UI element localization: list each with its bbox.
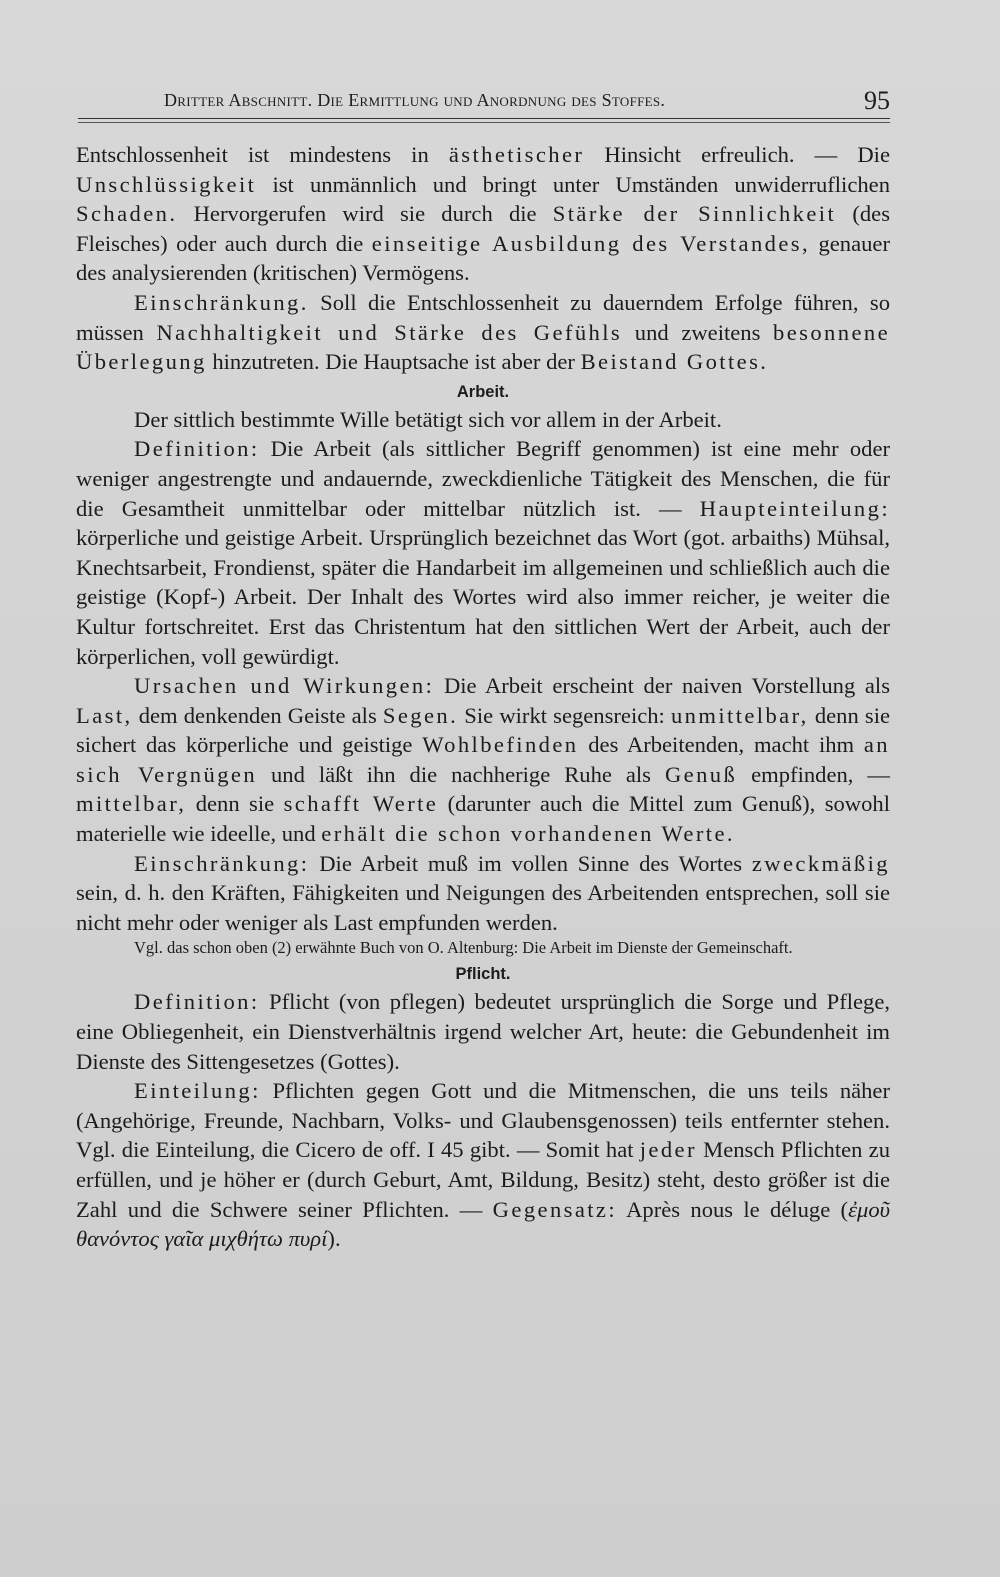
paragraph-arbeit-definition: Definition: Die Arbeit (als sittlicher Begriff genommen) ist eine mehr oder weniger angestrengte und andauernde, zweckdienliche Tätigkeit des Menschen, die für die Gesamtheit unmittelbar oder mittelbar nützlich ist. — Haupteinteilung: körperliche und geistige Arbeit. Ursprünglich bezeichnet das Wort (got. arbaiths) Mühsal, Knechtsarbeit, Frondienst, später die Handarbeit im allgemeinen und schließlich auch die geistige (Kopf-) Arbeit. Der Inhalt des Wortes wird also immer reicher, je weiter die Kultur fortschreitet. Erst das Christentum hat den sittlichen Wert der Arbeit, auch der körperlichen, voll gewürdigt. xyxy=(76,436,890,669)
page-body xyxy=(76,140,890,1254)
paragraph-einschraenkung-2: Einschränkung: Die Arbeit muß im vollen Sinne des Wortes zweckmäßig sein, d. h. den Kräften, Fähigkeiten und Neigungen des Arbeitenden entsprechen, soll sie nicht mehr oder weniger als Last empfunden werden. xyxy=(76,850,890,935)
paragraph-pflicht-einteilung: Einteilung: Pflichten gegen Gott und die Mitmenschen, die uns teils näher (Angehörige, Freunde, Nachbarn, Volks- und Glaubensgenossen) teils entfernter stehen. Vgl. die Einteilung, die Cicero de off. I 45 gibt. — Somit hat jeder Mensch Pflichten zu erfüllen, und je höher er (durch Geburt, Amt, Bildung, Besitz) steht, desto größer ist die Zahl und die Schwere seiner Pflichten. — Gegensatz: Après nous le déluge (ἐμοῦ θανόντος γαῖα μιχθήτω πυρί). xyxy=(76,1078,891,1252)
page-header xyxy=(78,84,890,124)
page-number: 95 xyxy=(864,86,890,115)
paragraph-entschlossenheit: Entschlossenheit ist mindestens in ästhetischer Hinsicht erfreulich. — Die Unschlüssigkeit ist unmännlich und bringt unter Umständen unwiderruflichen Schaden. Hervorgerufen wird sie durch die Stärke der Sinnlichkeit (des Fleisches) oder auch durch die einseitige Ausbildung des Verstandes, genauer des analysierenden (kritischen) Vermögens. xyxy=(76,142,891,286)
paragraph-ursachen-wirkungen: Ursachen und Wirkungen: Die Arbeit erscheint der naiven Vorstellung als Last, dem denkenden Geiste als Segen. Sie wirkt segensreich: unmittelbar, denn sie sichert das körperliche und geistige Wohlbefinden des Arbeitenden, macht ihm an sich Vergnügen und läßt ihn die nachherige Ruhe als Genuß empfinden, — mittelbar, denn sie schafft Werte (darunter auch die Mittel zum Genuß), sowohl materielle wie ideelle, und erhält die schon vorhandenen Werte. xyxy=(76,673,890,847)
paragraph-einschraenkung-1: Einschränkung. Soll die Entschlossenheit zu dauerndem Erfolge führen, so müssen Nachhaltigkeit und Stärke des Gefühls und zweitens besonnene Überlegung hinzutreten. Die Hauptsache ist aber der Beistand Gottes. xyxy=(76,289,890,375)
paragraph-arbeit-intro: Der sittlich bestimmte Wille betätigt sich vor allem in der Arbeit. xyxy=(134,406,722,432)
header-rule xyxy=(78,118,890,123)
section-heading-arbeit: Arbeit. xyxy=(456,382,510,401)
paragraph-pflicht-definition: Definition: Pflicht (von pflegen) bedeutet ursprünglich die Sorge und Pflege, eine Obliegenheit, ein Dienstverhältnis irgend welcher Art, heute: die Gebundenheit im Dienste des Sittengesetzes (Gottes). xyxy=(76,989,890,1074)
running-head: Dritter Abschnitt. Die Ermittlung und Anordnung des Stoffes. xyxy=(164,90,666,110)
footnote-reference: Vgl. das schon oben (2) erwähnte Buch von O. Altenburg: Die Arbeit im Dienste der Gemeinschaft. xyxy=(134,938,793,958)
section-heading-pflicht: Pflicht. xyxy=(455,965,511,984)
greek-quotation: ἐμοῦ θανόντος γαῖα μιχθήτω πυρί xyxy=(76,1196,890,1252)
